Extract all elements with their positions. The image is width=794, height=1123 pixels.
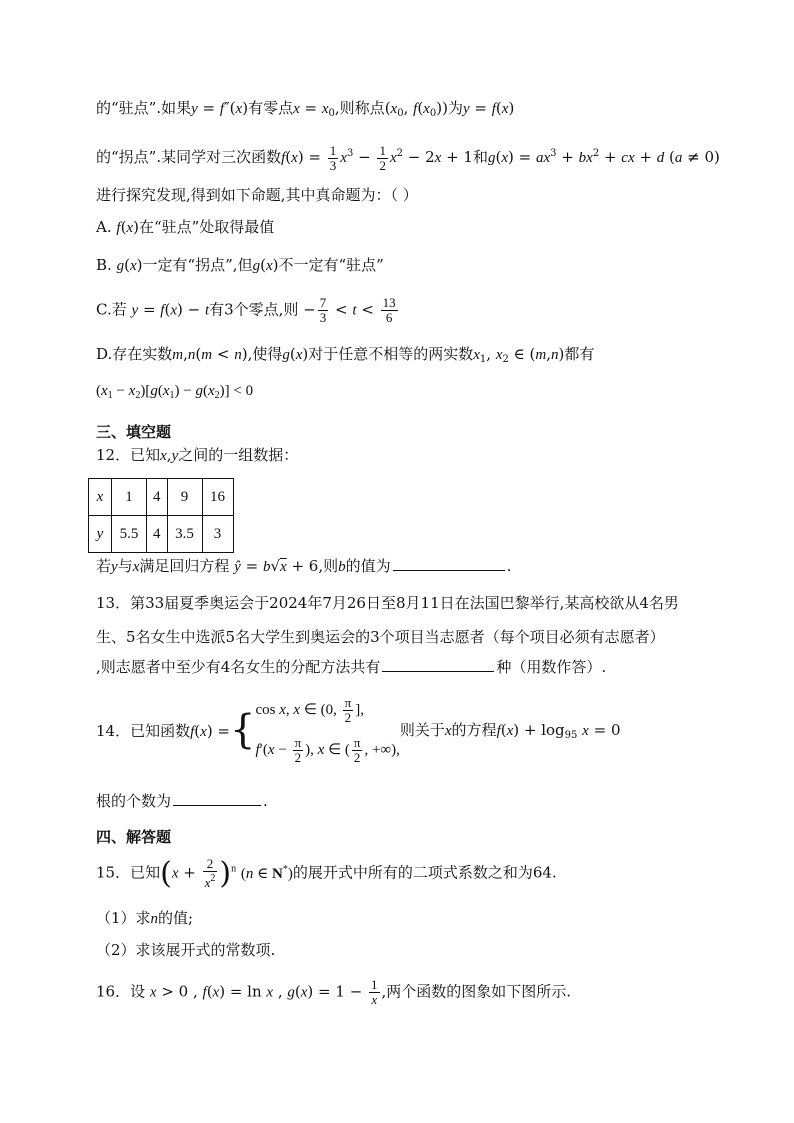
question-12-equation: 若y与x满足回归方程 ŷ = b√x + 6,则b的值为 .: [96, 557, 512, 575]
table-cell: 5.5: [112, 516, 147, 553]
table-cell: 3.5: [167, 516, 202, 553]
question-12: 12．已知x,y之间的一组数据：: [96, 446, 299, 464]
question-13-line-3: ,则志愿者中至少有4名女生的分配方法共有 种（用数作答）.: [96, 658, 607, 676]
question-15-part-1: （1）求n的值;: [96, 909, 194, 927]
table-cell: 9: [167, 479, 202, 516]
table-cell-y-label: y: [89, 516, 112, 553]
answer-blank-13[interactable]: [382, 657, 494, 672]
option-b: B. g(x)一定有“拐点”,但g(x)不一定有“驻点”: [96, 256, 384, 274]
option-d-formula: $(x_1 - x_2)[g(x_1) - g(x_2)] < 0$: [96, 383, 254, 401]
line-2: 的“拐点”.某同学对三次函数f(x) = $\frac{1}{3}$ $x^3$ − $\frac{1}{2}$ $x^2 - 2x + 1$和$g(x) = ax^3 + bx^2$ + cx + d (a ≠ 0): [96, 142, 720, 173]
option-d: D.存在实数m,n(m < n),使得g(x)对于任意不相等的两实数$x_1$, $x_2$ ∈ (m,n)都有: [96, 345, 595, 365]
question-14-line-2: 根的个数为 .: [96, 792, 268, 810]
question-14: 14．已知函数f(x) ={ cos x, x ∈ (0, $\frac{\pi}{2}$ ], f′(x − $\frac{\pi}{2}$ ), x ∈ ( $\frac{\pi}{2}$ , +∞), 则关于x的方程$f(x) + \log_{95} x = 0$: [96, 690, 621, 770]
question-16: 16．设 x > 0 , f(x) = ln x , g(x) = 1 − $\frac{1}{x}$ ,两个函数的图象如下图所示.: [96, 977, 572, 1007]
section-3-title: 三、填空题: [96, 423, 172, 441]
piecewise-brace: {: [230, 707, 256, 753]
table-cell: 1: [112, 479, 147, 516]
table-row-y: [89, 516, 234, 553]
question-15: 15．已知(x + $\frac{2}{x^2}$ )$^n$ (n ∈ N*)的展开式中所有的二项式系数之和为64.: [96, 856, 557, 891]
table-cell-x-label: x: [89, 479, 112, 516]
table-cell: 3: [202, 516, 233, 553]
line-3: 进行探究发现,得到如下命题,其中真命题为：（ ）: [96, 186, 418, 204]
line-1: 的“驻点”.如果y = f″(x)有零点$x = x_0$,则称点($x_0$, $f(x_0)$)为y = f(x): [96, 99, 515, 119]
table-cell: 16: [202, 479, 233, 516]
option-c: C.若 y = f(x) − t有3个零点,则 − $\frac{7}{3}$ < t < $\frac{13}{6}$: [96, 295, 396, 325]
question-13-line-1: 13．第33届夏季奥运会于2024年7月26日至8月11日在法国巴黎举行,某高校欲从4名男: [96, 594, 679, 612]
section-4-title: 四、解答题: [96, 828, 172, 846]
question-13-line-2: 生、5名女生中选派5名大学生到奥运会的3个项目当志愿者（每个项目必须有志愿者）: [96, 628, 665, 646]
answer-blank-14[interactable]: [173, 791, 261, 806]
answer-blank-12[interactable]: [393, 556, 505, 571]
table-cell: 4: [147, 516, 168, 553]
data-table: [88, 478, 234, 553]
table-row-x: [89, 479, 234, 516]
table-cell: 4: [147, 479, 168, 516]
piecewise-cases: cos x, x ∈ (0, $\frac{\pi}{2}$ ], f′(x − $\frac{\pi}{2}$ ), x ∈ ( $\frac{\pi}{2}$ , +∞),: [255, 695, 400, 766]
question-15-part-2: （2）求该展开式的常数项.: [96, 941, 276, 959]
option-a: A. f(x)在“驻点”处取得最值: [96, 218, 275, 236]
